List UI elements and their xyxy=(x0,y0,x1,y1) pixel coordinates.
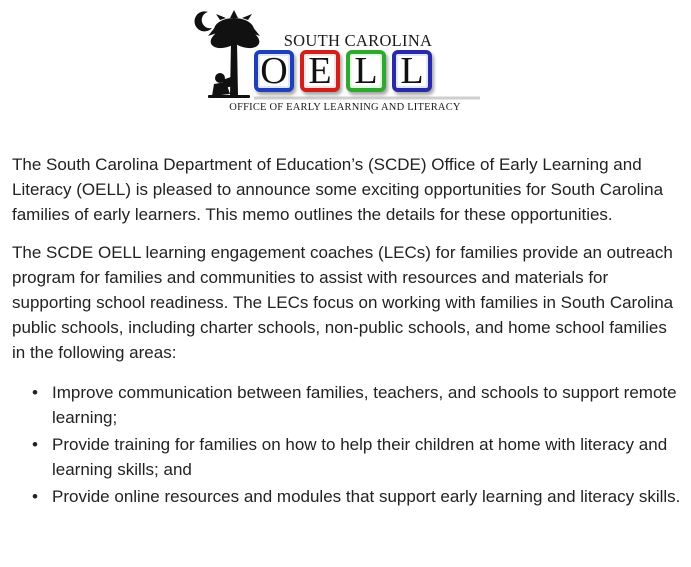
memo-body xyxy=(12,152,684,511)
bullet-icon: • xyxy=(32,487,38,506)
list-item-text: Provide training for families on how to help their children at home with literacy and learning skills; and xyxy=(52,435,668,479)
list-item xyxy=(32,484,684,509)
list-item-text: Provide online resources and modules that support early learning and literacy skills. xyxy=(52,487,681,506)
oell-logo xyxy=(190,6,490,120)
logo-tile-l1: L xyxy=(346,50,386,92)
logo-subtitle: OFFICE OF EARLY LEARNING AND LITERACY xyxy=(229,102,461,113)
intro-paragraph: The South Carolina Department of Education’s (SCDE) Office of Early Learning and Literacy (OELL) is pleased to announce some exciting opportunities for South Carolina families of early learners. This memo outlines the details for these opportunities. xyxy=(12,155,664,224)
lec-paragraph: The SCDE OELL learning engagement coaches (LECs) for families provide an outreach program for families and communities to assist with resources and materials for supporting school readiness. The LECs focus on working with families in South Carolina public schools, including charter schools, non-public schools, and home school families in the following areas: xyxy=(12,243,674,362)
bullet-icon: • xyxy=(32,435,38,454)
list-item xyxy=(32,380,684,430)
focus-areas-list xyxy=(12,380,684,509)
logo-tile-l2: L xyxy=(392,50,432,92)
list-item-text: Improve communication between families, teachers, and schools to support remote learning; xyxy=(52,383,677,427)
logo-state-name: SOUTH CAROLINA xyxy=(283,31,433,50)
list-item xyxy=(32,432,684,482)
bullet-icon: • xyxy=(32,383,38,402)
logo-tile-e: E xyxy=(300,50,340,92)
logo-tile-o: O xyxy=(254,50,294,92)
logo-letter-tiles xyxy=(254,50,432,96)
